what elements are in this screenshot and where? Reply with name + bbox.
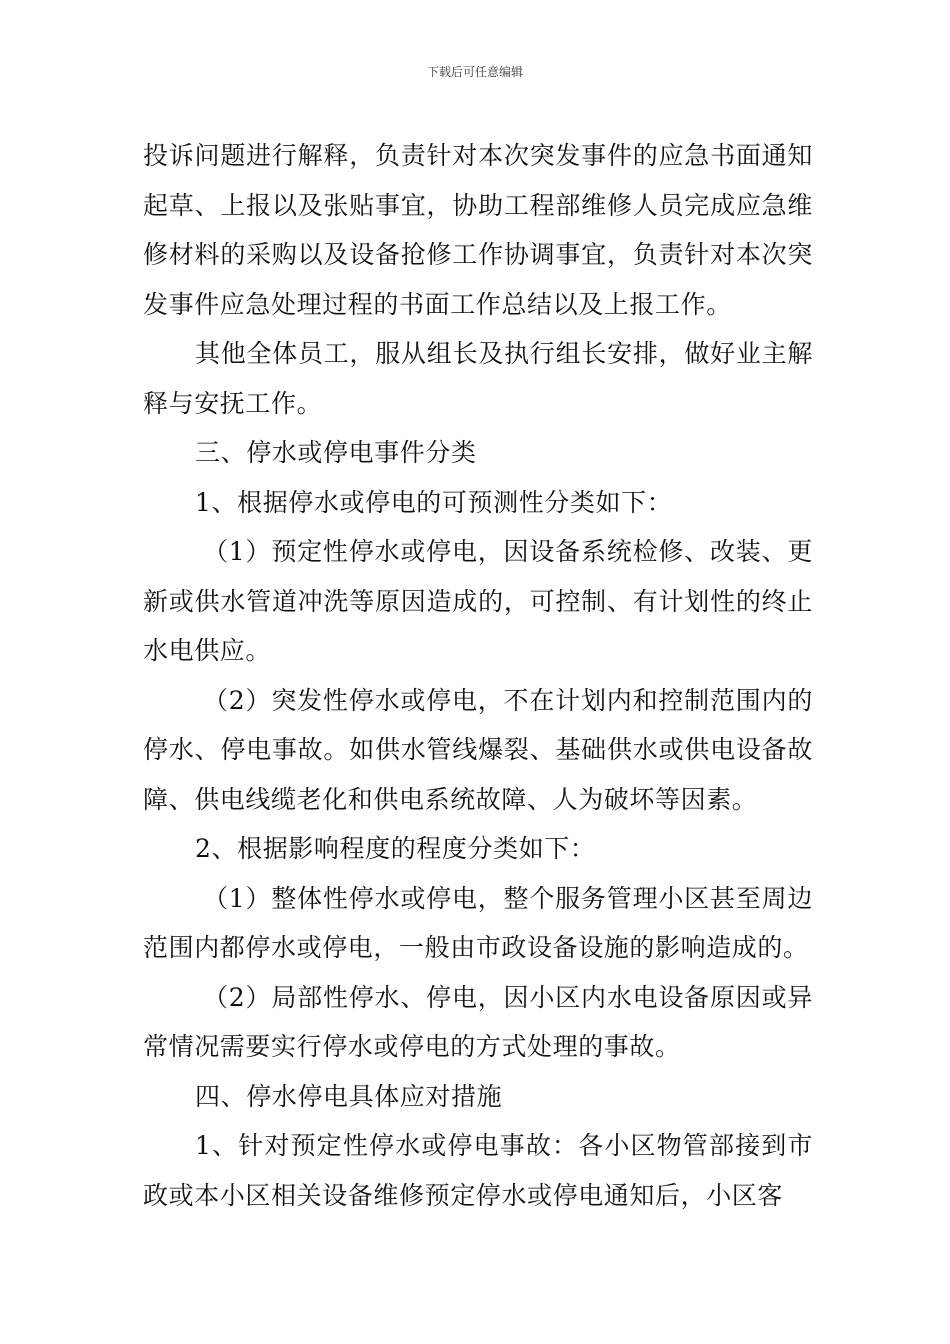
paragraph: （1）预定性停水或停电，因设备系统检修、改装、更新或供水管道冲洗等原因造成的，可控制、有计划性的终止水电供应。: [143, 537, 813, 665]
paragraph: 1、针对预定性停水或停电事故：各小区物管部接到市政或本小区相关设备维修预定停水或停电通知后，小区客: [143, 1131, 813, 1210]
paragraph: （1）整体性停水或停电，整个服务管理小区甚至周边范围内都停水或停电，一般由市政设备设施的影响造成的。: [143, 883, 813, 962]
section-heading: 四、停水停电具体应对措施: [195, 1081, 503, 1111]
document-body: [143, 131, 813, 1220]
paragraph: 其他全体员工，服从组长及执行组长安排，做好业主解释与安抚工作。: [143, 339, 813, 418]
paragraph: （2）局部性停水、停电，因小区内水电设备原因或异常情况需要实行停水或停电的方式处理的事故。: [143, 982, 813, 1061]
section-heading: 三、停水或停电事件分类: [195, 438, 477, 467]
page-header: 下载后可任意编辑: [426, 65, 523, 79]
paragraph: （2）突发性停水或停电，不在计划内和控制范围内的停水、停电事故。如供水管线爆裂、基础供水或供电设备故障、供电线缆老化和供电系统故障、人为破坏等因素。: [143, 685, 813, 814]
subsection-heading: 1、根据停水或停电的可预测性分类如下：: [195, 487, 673, 517]
paragraph: 投诉问题进行解释，负责针对本次突发事件的应急书面通知起草、上报以及张贴事宜，协助工程部维修人员完成应急维修材料的采购以及设备抢修工作协调事宜，负责针对本次突发事件应急处理过程的书面工作总结以及上报工作。: [143, 141, 813, 319]
subsection-heading: 2、根据影响程度的程度分类如下：: [195, 834, 596, 863]
